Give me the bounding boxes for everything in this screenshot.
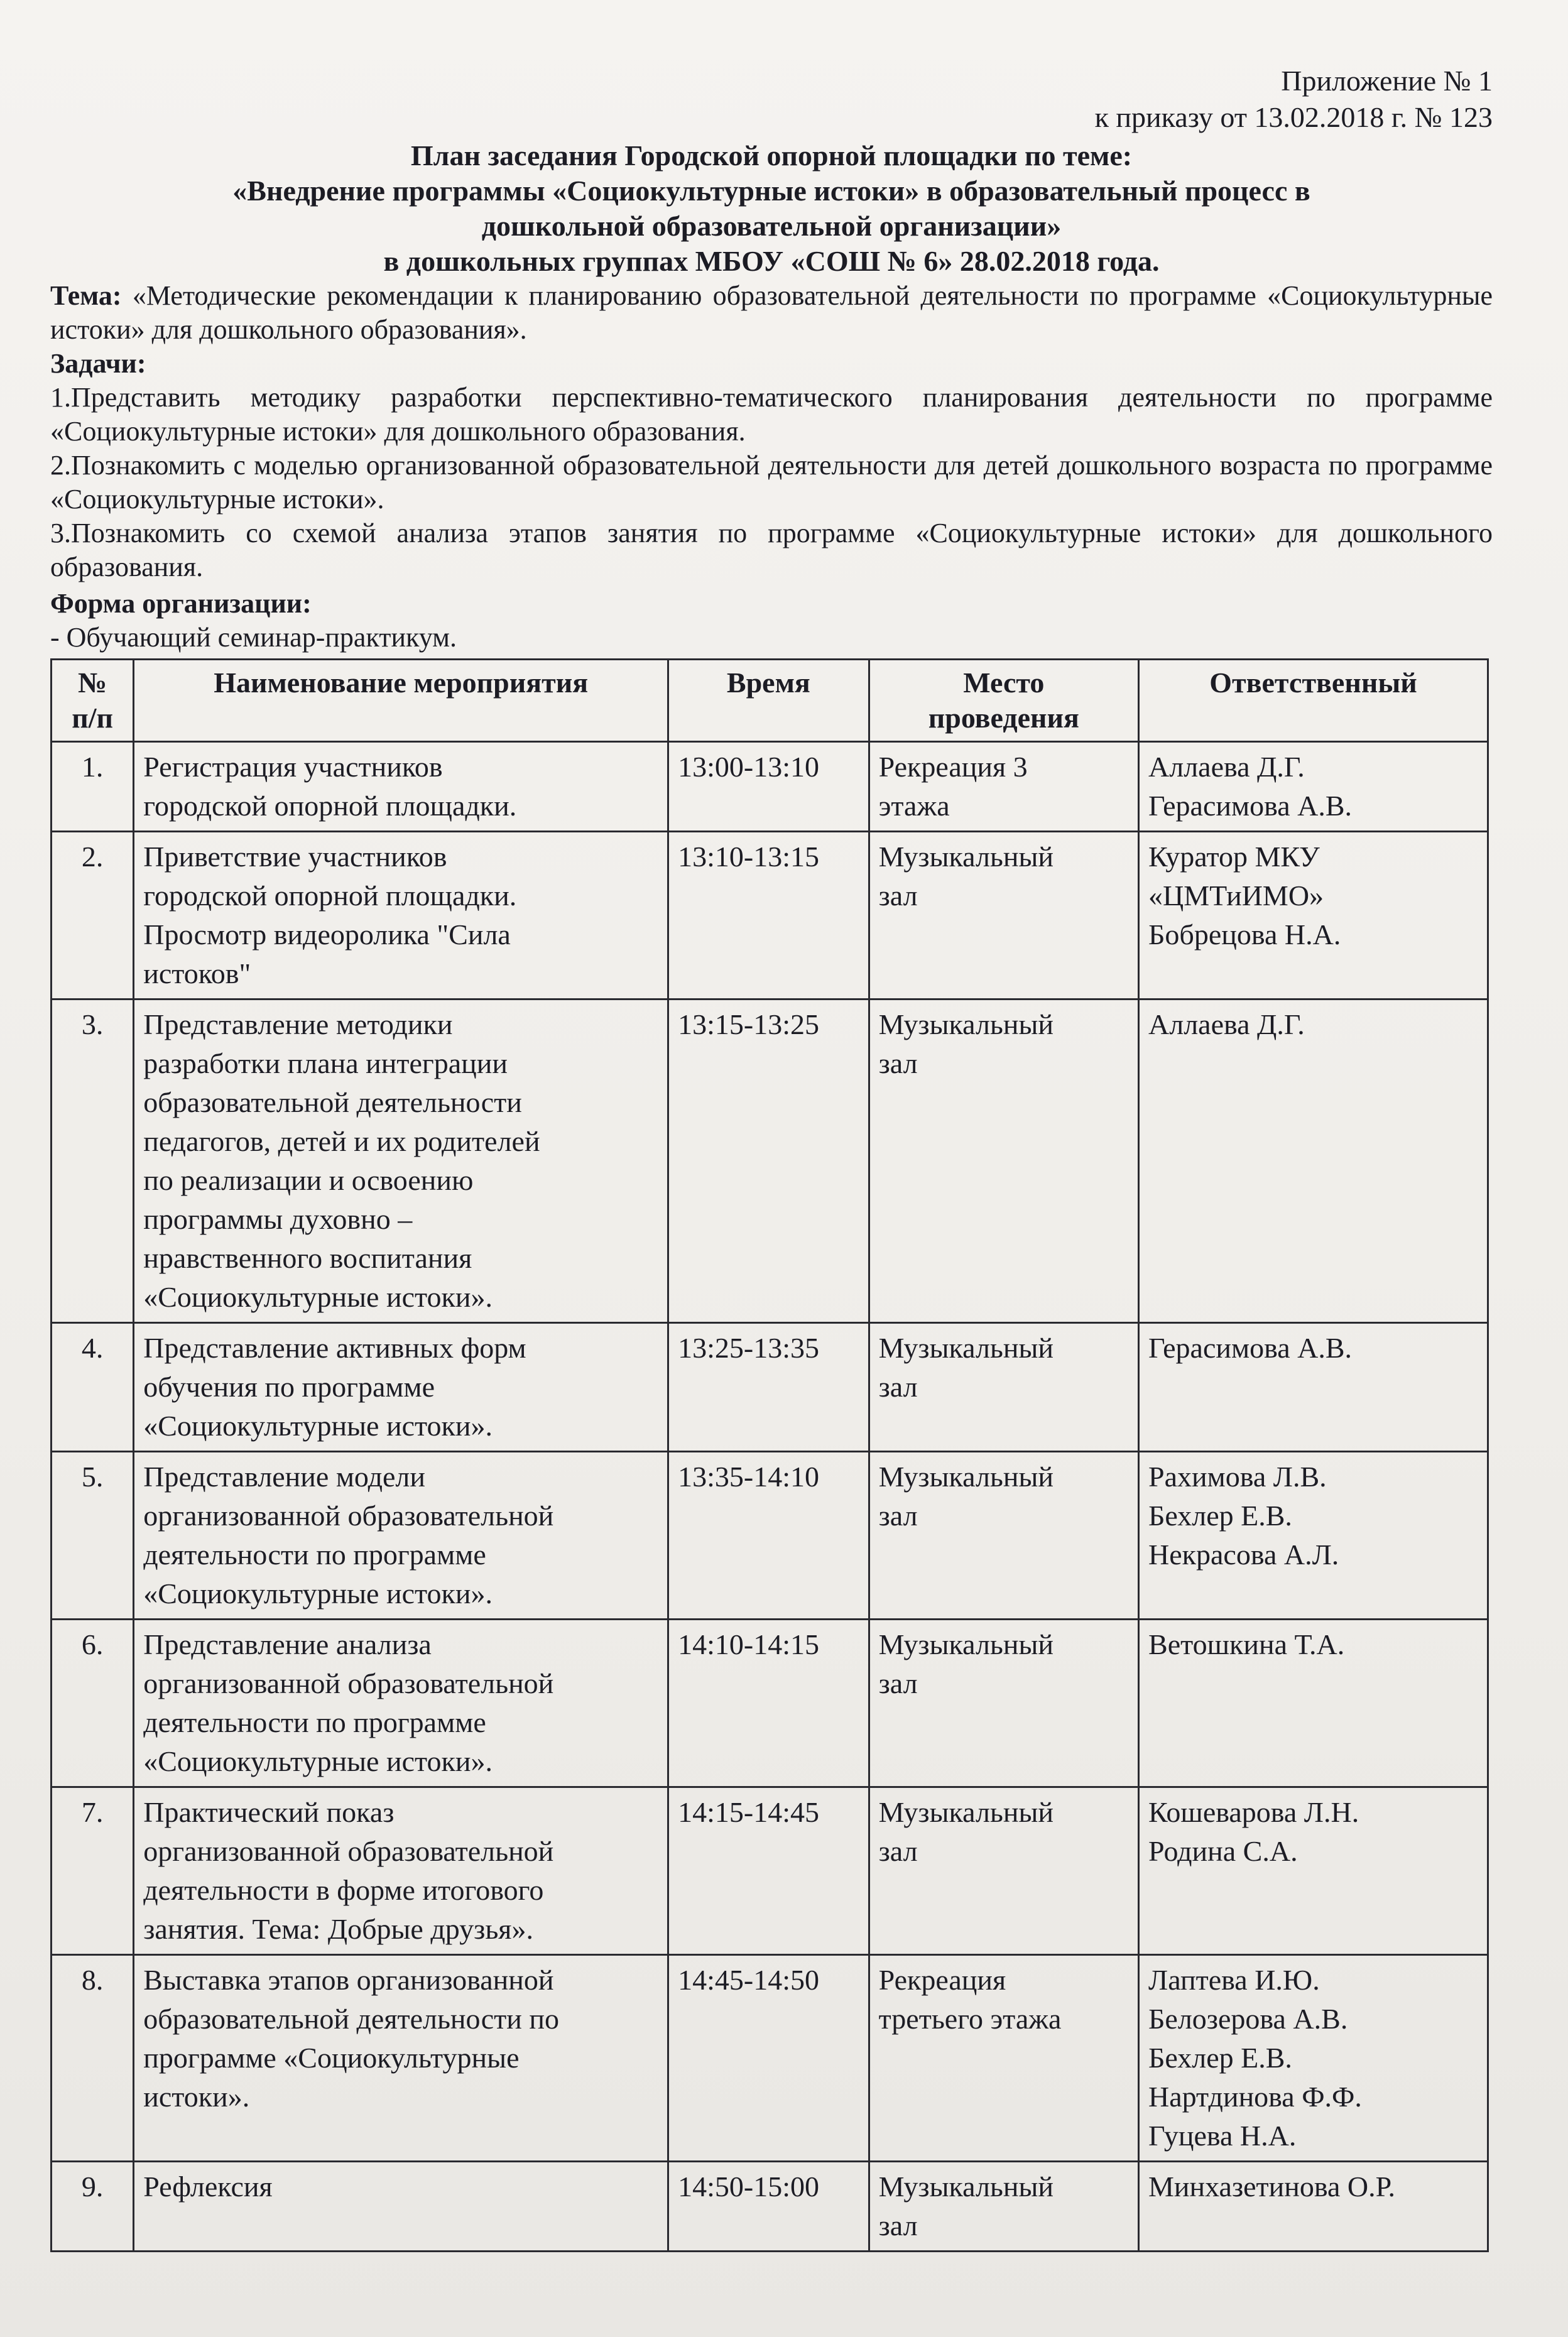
theme-text: «Методические рекомендации к планированию образовательной деятельности по программе «Социокультурные истоки» для дошкольного образования». [50, 280, 1493, 345]
row-time: 13:00-13:10 [668, 742, 869, 832]
table-row [52, 1955, 1488, 2162]
row-time: 14:10-14:15 [668, 1620, 869, 1787]
theme-label: Тема: [50, 280, 122, 311]
row-place: Музыкальный зал [869, 1620, 1138, 1787]
table-row [52, 832, 1488, 1000]
row-name: Практический показ организованной образовательной деятельности в форме итогового занятия. Тема: Добрые друзья». [134, 1787, 668, 1955]
form-label: Форма организации: [50, 588, 312, 619]
row-name: Представление модели организованной образовательной деятельности по программе «Социокультурные истоки». [134, 1452, 668, 1620]
row-time: 14:15-14:45 [668, 1787, 869, 1955]
row-num: 2. [52, 832, 134, 1000]
header-time: Время [668, 660, 869, 742]
table-row [52, 1620, 1488, 1787]
row-num: 3. [52, 1000, 134, 1323]
header-place: Место проведения [869, 660, 1138, 742]
task-item: 3.Познакомить со схемой анализа этапов занятия по программе «Социокультурные истоки» для дошкольного образования. [50, 518, 1493, 582]
row-resp: Минхазетинова О.Р. [1139, 2162, 1488, 2252]
row-place: Музыкальный зал [869, 832, 1138, 1000]
theme-paragraph [50, 279, 1493, 347]
document-title [50, 138, 1493, 279]
form-item: - Обучающий семинар-практикум. [50, 622, 457, 653]
row-place: Рекреация 3 этажа [869, 742, 1138, 832]
row-resp: Аллаева Д.Г. Герасимова А.В. [1139, 742, 1488, 832]
table-row [52, 1787, 1488, 1955]
task-item: 1.Представить методику разработки перспективно-тематического планирования деятельности по программе «Социокультурные истоки» для дошкольного образования. [50, 382, 1493, 447]
row-name: Выставка этапов организованной образовательной деятельности по программе «Социокультурные истоки». [134, 1955, 668, 2162]
title-line-3: дошкольной образовательной организации» [481, 210, 1062, 242]
row-num: 5. [52, 1452, 134, 1620]
row-name: Представление активных форм обучения по программе «Социокультурные истоки». [134, 1323, 668, 1452]
tasks-label: Задачи: [50, 348, 146, 379]
row-resp: Кошеварова Л.Н. Родина С.А. [1139, 1787, 1488, 1955]
row-resp: Ветошкина Т.А. [1139, 1620, 1488, 1787]
title-line-1: План заседания Городской опорной площадки по теме: [410, 139, 1133, 172]
row-place: Музыкальный зал [869, 1452, 1138, 1620]
appendix-line-2: к приказу от 13.02.2018 г. № 123 [1094, 101, 1493, 133]
row-num: 7. [52, 1787, 134, 1955]
row-num: 6. [52, 1620, 134, 1787]
table-row [52, 1323, 1488, 1452]
row-name: Представление методики разработки плана интеграции образовательной деятельности педагогов, детей и их родителей по реализации и освоению программы духовно – нравственного воспитания «Социокультурные истоки». [134, 1000, 668, 1323]
row-resp: Рахимова Л.В. Бехлер Е.В. Некрасова А.Л. [1139, 1452, 1488, 1620]
row-name: Рефлексия [134, 2162, 668, 2252]
header-name: Наименование мероприятия [134, 660, 668, 742]
row-place: Рекреация третьего этажа [869, 1955, 1138, 2162]
row-name: Представление анализа организованной образовательной деятельности по программе «Социокультурные истоки». [134, 1620, 668, 1787]
table-row [52, 742, 1488, 832]
row-name: Регистрация участников городской опорной площадки. [134, 742, 668, 832]
task-item: 2.Познакомить с моделью организованной образовательной деятельности для детей дошкольного возраста по программе «Социокультурные истоки». [50, 450, 1493, 515]
row-resp: Куратор МКУ «ЦМТиИМО» Бобрецова Н.А. [1139, 832, 1488, 1000]
appendix-header [50, 63, 1493, 136]
row-resp: Герасимова А.В. [1139, 1323, 1488, 1452]
table-header-row [52, 660, 1488, 742]
plan-table [50, 658, 1489, 2252]
header-num: № п/п [52, 660, 134, 742]
table-row [52, 1452, 1488, 1620]
row-place: Музыкальный зал [869, 1787, 1138, 1955]
row-time: 13:10-13:15 [668, 832, 869, 1000]
row-resp: Лаптева И.Ю. Белозерова А.В. Бехлер Е.В. Нартдинова Ф.Ф. Гуцева Н.А. [1139, 1955, 1488, 2162]
header-resp: Ответственный [1139, 660, 1488, 742]
tasks-section [50, 347, 1493, 584]
row-num: 8. [52, 1955, 134, 2162]
row-place: Музыкальный зал [869, 1000, 1138, 1323]
title-line-4: в дошкольных группах МБОУ «СОШ № 6» 28.02.2018 года. [383, 245, 1160, 277]
row-num: 9. [52, 2162, 134, 2252]
row-time: 14:45-14:50 [668, 1955, 869, 2162]
row-name: Приветствие участников городской опорной площадки. Просмотр видеоролика "Сила истоков" [134, 832, 668, 1000]
row-num: 4. [52, 1323, 134, 1452]
table-row [52, 2162, 1488, 2252]
appendix-line-1: Приложение № 1 [1281, 65, 1493, 97]
row-time: 14:50-15:00 [668, 2162, 869, 2252]
row-place: Музыкальный зал [869, 2162, 1138, 2252]
row-time: 13:35-14:10 [668, 1452, 869, 1620]
row-num: 1. [52, 742, 134, 832]
row-time: 13:25-13:35 [668, 1323, 869, 1452]
row-time: 13:15-13:25 [668, 1000, 869, 1323]
table-row [52, 1000, 1488, 1323]
row-resp: Аллаева Д.Г. [1139, 1000, 1488, 1323]
title-line-2: «Внедрение программы «Социокультурные истоки» в образовательный процесс в [232, 175, 1310, 207]
row-place: Музыкальный зал [869, 1323, 1138, 1452]
